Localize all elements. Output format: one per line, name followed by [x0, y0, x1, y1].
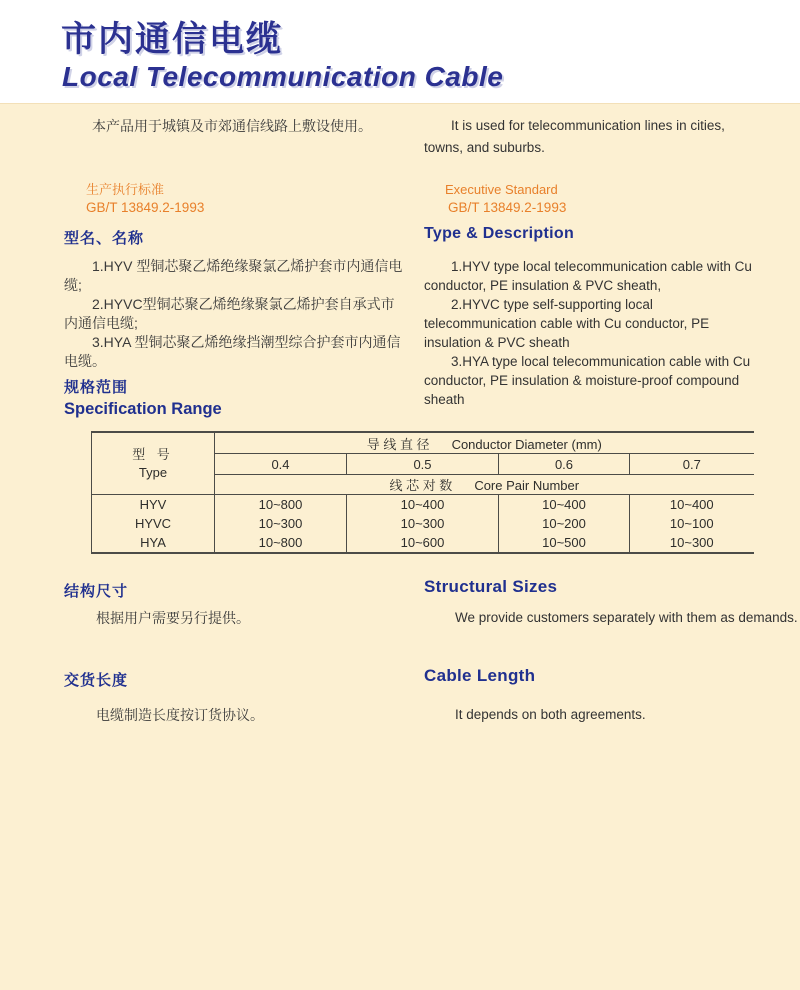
diameter-value-cell: 0.5: [347, 454, 499, 475]
diameter-value-cell: 0.7: [630, 454, 754, 475]
diameter-value-cell: 0.4: [215, 454, 347, 475]
standard-label-english: Executive Standard: [445, 182, 558, 197]
page-title-chinese: 市内通信电缆: [61, 20, 284, 59]
type-header-english: Type: [138, 464, 168, 480]
pair-header-english: Core Pair Number: [474, 478, 580, 493]
type-item-english-2: 2.HYVC type self-supporting local telecommunication cable with Cu conductor, PE insulation & PVC sheath: [424, 297, 710, 350]
pair-range-cell: 10~800: [215, 495, 347, 515]
cable-type-cell: HYA: [92, 533, 215, 553]
structural-text-english: We provide customers separately with them as demands.: [455, 610, 798, 625]
standard-value-english: GB/T 13849.2-1993: [448, 200, 567, 215]
intro-paragraph-chinese: 本产品用于城镇及市郊通信线路上敷设使用。: [92, 118, 372, 134]
diameter-header-english: Conductor Diameter (mm): [451, 436, 602, 452]
pair-range-cell: 10~400: [630, 495, 754, 515]
type-item-chinese-3: 3.HYA 型铜芯聚乙烯绝缘挡潮型综合护套市内通信电缆。: [64, 334, 401, 369]
pair-range-cell: 10~200: [499, 514, 630, 533]
cable-type-cell: HYV: [92, 495, 215, 515]
table-row-diameter-header: [92, 432, 754, 454]
spec-heading-english: Specification Range: [64, 400, 222, 418]
type-list-chinese: [64, 257, 404, 371]
length-heading-english: Cable Length: [424, 666, 536, 685]
table-row: [92, 514, 754, 533]
pair-range-cell: 10~100: [630, 514, 754, 533]
spec-heading: [64, 378, 222, 420]
pair-header-chinese: 线 芯 对 数: [389, 478, 453, 493]
type-item-english-3: 3.HYA type local telecommunication cable with Cu conductor, PE insulation & moisture-proof compound sheath: [424, 354, 751, 407]
standard-value-chinese: GB/T 13849.2-1993: [86, 200, 205, 215]
length-text-chinese: 电缆制造长度按订货协议。: [96, 707, 264, 723]
cable-type-cell: HYVC: [92, 514, 215, 533]
specification-table: [91, 431, 754, 554]
structural-heading-english: Structural Sizes: [424, 577, 558, 596]
table-type-header-cell: [92, 432, 215, 495]
pair-header-cell: [215, 475, 754, 495]
pair-range-cell: 10~300: [215, 514, 347, 533]
standard-label-chinese: 生产执行标准: [86, 182, 165, 197]
structural-heading-chinese: 结构尺寸: [64, 583, 129, 600]
table-row: [92, 533, 754, 553]
diameter-header-chinese: 导 线 直 径: [366, 436, 430, 452]
pair-range-cell: 10~400: [499, 495, 630, 515]
type-item-chinese-2: 2.HYVC型铜芯聚乙烯绝缘聚氯乙烯护套自承式市内通信电缆;: [64, 296, 395, 331]
type-item-english-1: 1.HYV type local telecommunication cable with Cu conductor, PE insulation & PVC sheath,: [424, 259, 752, 293]
length-text-english: It depends on both agreements.: [455, 707, 646, 722]
pair-range-cell: 10~800: [215, 533, 347, 553]
type-header-chinese: 型 号: [132, 446, 174, 462]
diameter-value-cell: 0.6: [499, 454, 630, 475]
type-heading-chinese: 型名、名称: [64, 230, 145, 247]
diameter-header-cell: [215, 432, 754, 454]
pair-range-cell: 10~500: [499, 533, 630, 553]
page-title-english: Local Telecommunication Cable: [62, 61, 504, 92]
spec-heading-chinese: 规格范围: [64, 379, 129, 396]
standard-block-chinese: [86, 181, 204, 217]
type-heading-english: Type & Description: [424, 225, 575, 242]
type-list-english: [424, 257, 766, 409]
standard-block-english: [445, 181, 566, 217]
pair-range-cell: 10~400: [347, 495, 499, 515]
pair-range-cell: 10~300: [630, 533, 754, 553]
intro-paragraph-english: It is used for telecommunication lines in cities, towns, and suburbs.: [424, 118, 725, 155]
type-item-chinese-1: 1.HYV 型铜芯聚乙烯绝缘聚氯乙烯护套市内通信电缆;: [64, 258, 403, 293]
structural-text-chinese: 根据用户需要另行提供。: [96, 610, 250, 626]
length-heading-chinese: 交货长度: [64, 672, 129, 689]
pair-range-cell: 10~300: [347, 514, 499, 533]
pair-range-cell: 10~600: [347, 533, 499, 553]
table-row: [92, 495, 754, 515]
